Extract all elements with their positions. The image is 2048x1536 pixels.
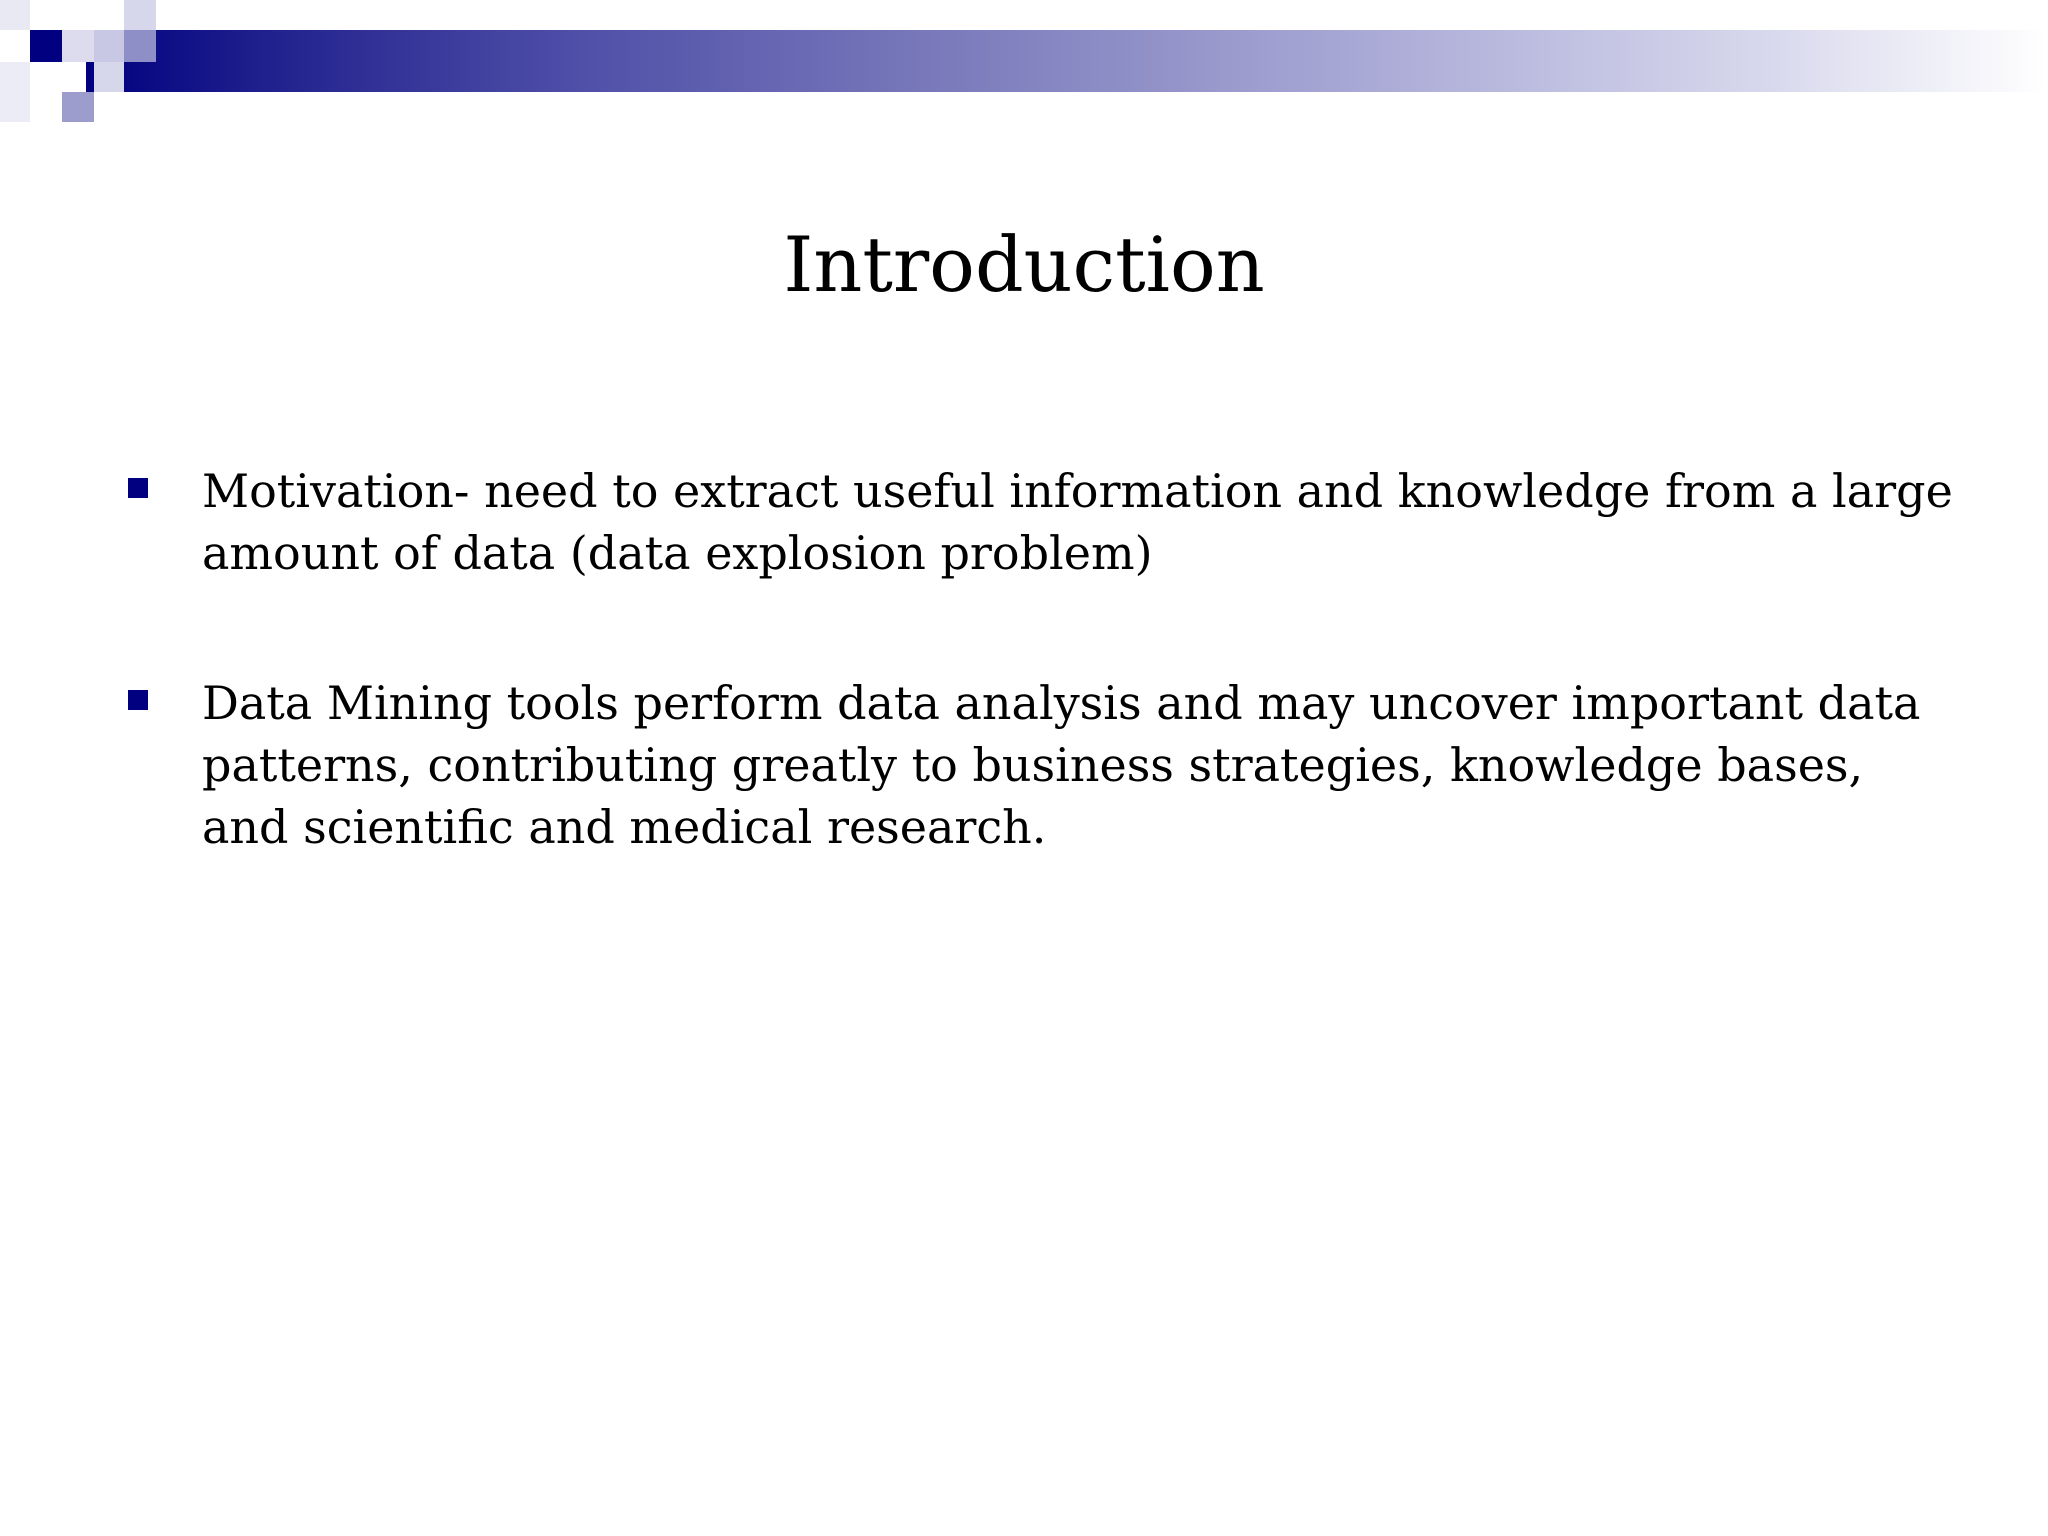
bullet-text: Motivation- need to extract useful information and knowledge from a large amount of data (data explosion problem) [202, 464, 1953, 580]
decor-square [94, 30, 124, 62]
bullet-text: Data Mining tools perform data analysis and may uncover important data patterns, contributing greatly to business strategies, knowledge bases, and scientific and medical research. [202, 676, 1921, 854]
decor-square [30, 30, 62, 62]
decor-square [94, 62, 124, 92]
bullet-item [128, 672, 1958, 858]
decor-square [62, 92, 94, 122]
bullet-item [128, 460, 1958, 584]
decor-square [0, 0, 30, 30]
header-gradient-banner [86, 30, 2048, 92]
square-bullet-icon [128, 478, 148, 498]
slide-title: Introduction [783, 220, 1265, 309]
decor-square [0, 62, 30, 122]
decor-square [124, 0, 156, 30]
decor-square [124, 30, 156, 62]
square-bullet-icon [128, 690, 148, 710]
decor-square [62, 30, 94, 62]
bullet-list [128, 460, 1958, 946]
